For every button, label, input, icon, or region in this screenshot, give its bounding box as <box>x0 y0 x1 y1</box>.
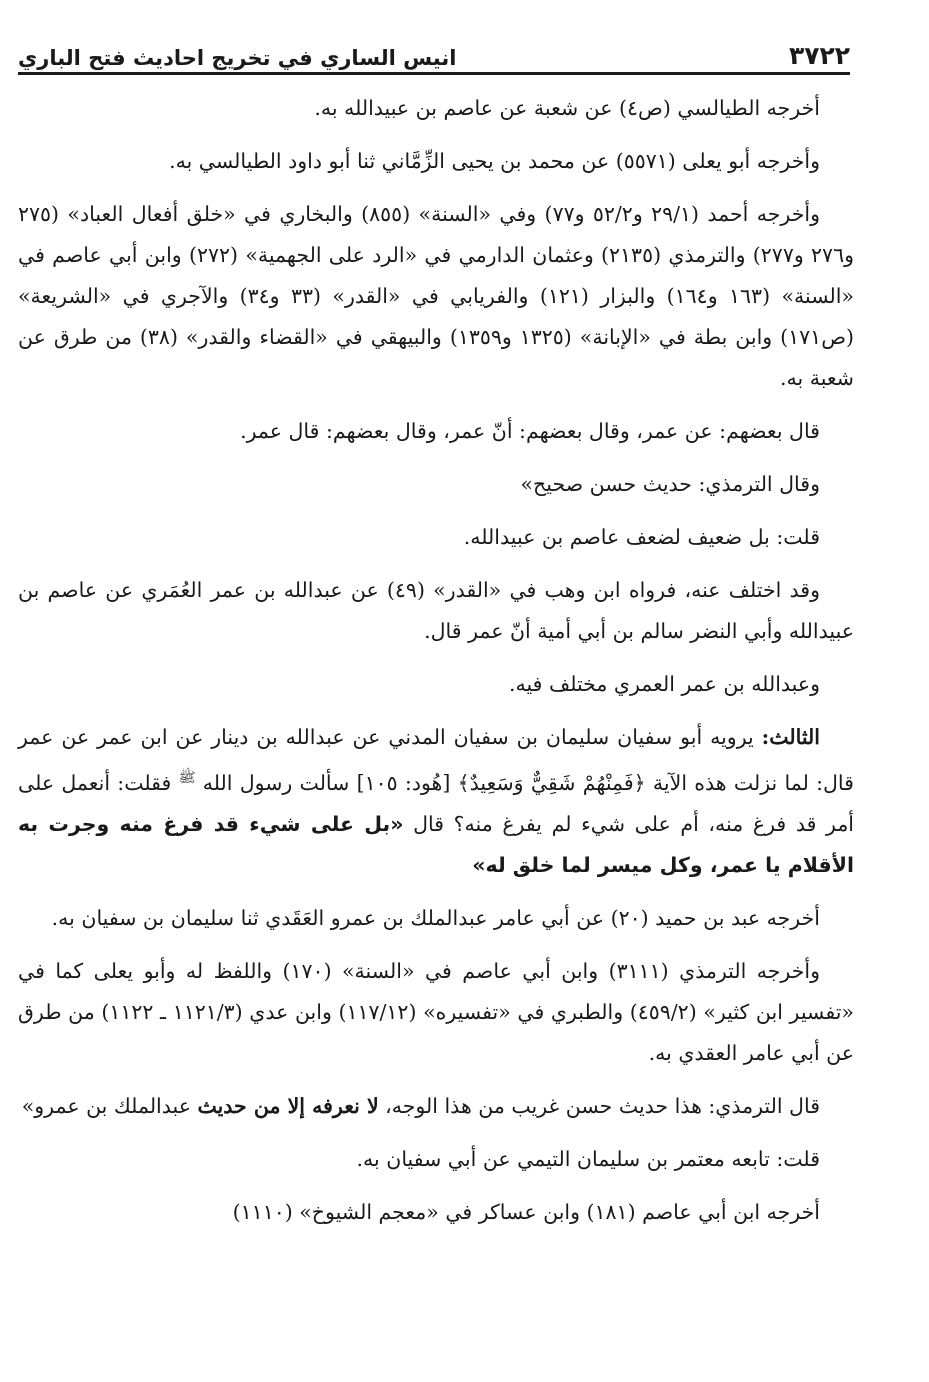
paragraph-12-text-b: عبدالملك بن عمرو» <box>21 1093 198 1118</box>
paragraph-14: أخرجه ابن أبي عاصم (١٨١) وابن عساكر في «معجم الشيوخ» (١١١٠) <box>232 1199 820 1224</box>
paragraph-13: قلت: تابعه معتمر بن سليمان التيمي عن أبي سفيان به. <box>356 1146 820 1171</box>
page-number: ٣٧٢٢ <box>788 41 850 70</box>
section-label: الثالث: <box>761 725 820 749</box>
paragraph-1: أخرجه الطيالسي (ص٤) عن شعبة عن عاصم بن عبيدالله به. <box>314 96 820 120</box>
paragraph-12-bold: لا نعرفه إلا من حديث <box>197 1093 379 1118</box>
paragraph-9-text-c: فقلت: أنعمل على أمر قد فرغ منه، أم على شيء لم يفرغ منه؟ قال <box>18 770 855 836</box>
paragraph-4: قال بعضهم: عن عمر، وقال بعضهم: أنّ عمر، وقال بعضهم: قال عمر. <box>240 419 820 443</box>
running-title: انيس الساري في تخريج احاديث فتح الباري <box>18 46 457 70</box>
paragraph-6: قلت: بل ضعيف لضعف عاصم بن عبيدالله. <box>463 525 820 549</box>
paragraph-8: وعبدالله بن عمر العمري مختلف فيه. <box>508 672 820 696</box>
paragraph-12-text-a: قال الترمذي: هذا حديث حسن غريب من هذا الوجه، <box>378 1093 820 1118</box>
paragraph-7: وقد اختلف عنه، فرواه ابن وهب في «القدر» (٤٩) عن عبدالله بن عمر العُمَري عن عاصم بن عبيدالله وأبي النضر سالم بن أبي أمية أنّ عمر قال. <box>18 578 854 643</box>
paragraph-2: وأخرجه أبو يعلى (٥٥٧١) عن محمد بن يحيى الزِّمَّاني ثنا أبو داود الطيالسي به. <box>169 149 820 173</box>
hadith-text: «بل على شيء قد فرغ منه وجرت به الأقلام يا عمر، وكل ميسر لما خلق له» <box>18 811 854 877</box>
paragraph-9 <box>18 717 854 886</box>
salutation-glyph: ﷺ <box>178 770 196 786</box>
paragraph-9-text-a: يرويه أبو سفيان سليمان بن سفيان المدني عن عبدالله بن دينار عن ابن عمر عن عمر قال: لما نزلت هذه الآية <box>18 725 854 795</box>
paragraph-10: أخرجه عبد بن حميد (٢٠) عن أبي عامر عبدالملك بن عمرو العَقَدي ثنا سليمان بن سفيان به. <box>51 905 820 930</box>
page-body <box>18 88 854 1245</box>
quran-verse: ﴿فَمِنْهُمْ شَقِيٌّ وَسَعِيدٌ﴾ <box>457 770 646 795</box>
paragraph-12 <box>18 1086 854 1127</box>
page-header <box>18 30 850 75</box>
paragraph-9-text-b: [هُود: ١٠٥] سألت رسول الله <box>195 770 458 795</box>
paragraph-11: وأخرجه الترمذي (٣١١١) وابن أبي عاصم في «السنة» (١٧٠) واللفظ له وأبو يعلى كما في «تفسير ابن كثير» (٤٥٩/٢) والطبري في «تفسيره» (١١٧/١٢) وابن عدي (١١٢١/٣ ـ ١١٢٢) من طرق عن أبي عامر العقدي به. <box>18 958 854 1065</box>
paragraph-5: وقال الترمذي: حديث حسن صحيح» <box>520 472 820 496</box>
paragraph-3: وأخرجه أحمد (٢٩/١ و٥٢/٢ و٧٧) وفي «السنة» (٨٥٥) والبخاري في «خلق أفعال العباد» (٢٧٥ و٢٧٦ و٢٧٧) والترمذي (٢١٣٥) وعثمان الدارمي في «الرد على الجهمية» (٢٧٢) وابن أبي عاصم في «السنة» (١٦٣ و١٦٤) والبزار (١٢١) والفريابي في «القدر» (٣٣ و٣٤) والآجري في «الشريعة» (ص١٧١) وابن بطة في «الإبانة» (١٣٢٥ و١٣٥٩) والبيهقي في «القضاء والقدر» (٣٨) من طرق عن شعبة به. <box>18 202 854 390</box>
